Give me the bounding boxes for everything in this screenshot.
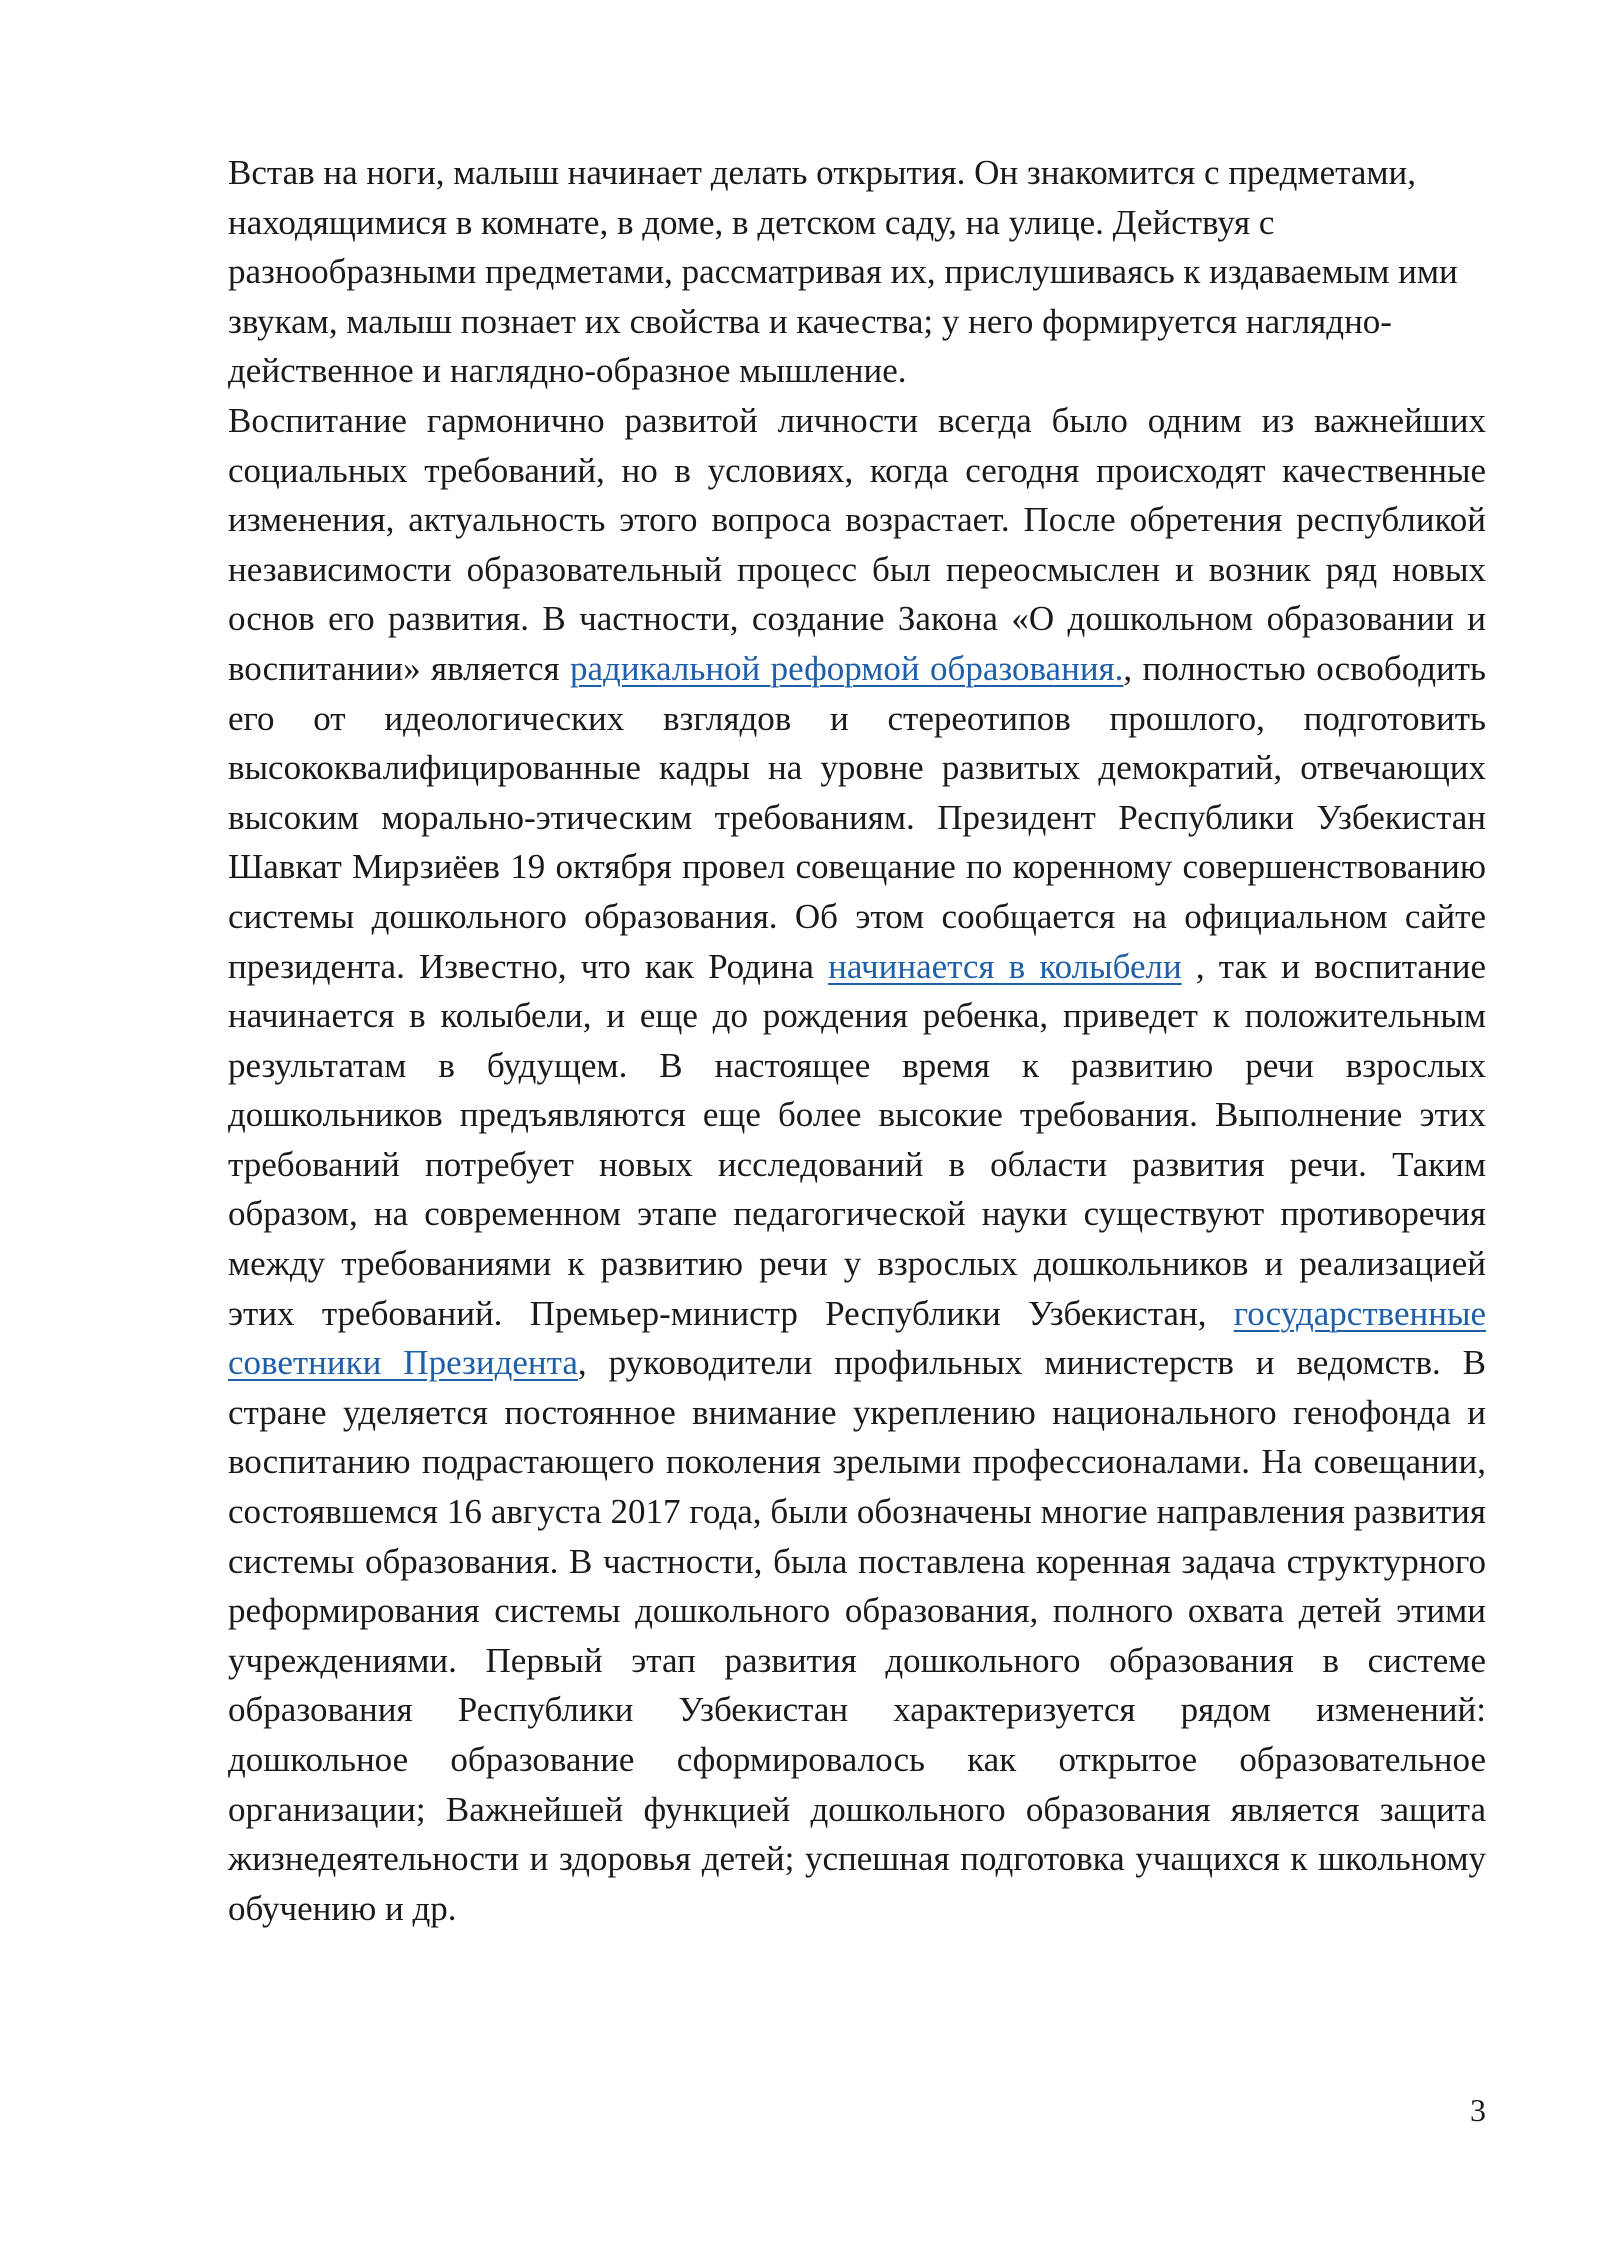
link-radical-reform[interactable]: радикальной реформой образования. xyxy=(570,648,1124,688)
link-begins-in-cradle[interactable]: начинается в колыбели xyxy=(828,946,1182,986)
paragraph-2-text-4: , руководители профильных министерств и ведомств. В стране уделяется постоянное внимание укреплению национального генофонда и воспитанию подрастающего поколения зрелыми профессионалами. На совещании, состоявшемся 16 августа 2017 года, были обозначены многие направления развития системы образования. В частности, была поставлена коренная задача структурного реформирования системы дошкольного образования, полного охвата детей этими учреждениями. Первый этап развития дошкольного образования в системе образования Республики Узбекистан характеризуется рядом изменений: дошкольное образование сформировалось как открытое образовательное организации; Важнейшей функцией дошкольного образования является защита жизнедеятельности и здоровья детей; успешная подготовка учащихся к школьному обучению и др. xyxy=(228,1343,1486,1928)
page-number: 3 xyxy=(1470,2092,1486,2128)
paragraph-2-text-1: Воспитание гармонично развитой личности всегда было одним из важнейших социальных требований, но в условиях, когда сегодня происходят качественные изменения, актуальность этого вопроса возрастает. После обретения республикой независимости образовательный процесс был переосмыслен и возник ряд новых основ его развития. В частности, создание Закона «О дошкольном образовании и воспитании» является xyxy=(228,400,1486,688)
link-state-advisors[interactable]: государственные советники Президента xyxy=(228,1293,1486,1383)
paragraph-1: Встав на ноги, малыш начинает делать открытия. Он знакомится с предметами, находящимися в комнате, в доме, в детском саду, на улице. Действуя с разнообразными предметами, рассматривая их, прислушиваясь к издаваемым ими звукам, малыш познает их свойства и качества; у него формируется наглядно-действенное и наглядно-образное мышление. xyxy=(228,153,1458,391)
document-body xyxy=(228,148,1486,1933)
paragraph-2-text-2: , полностью освободить его от идеологических взглядов и стереотипов прошлого, подготовить высококвалифицированные кадры на уровне развитых демократий, отвечающих высоким морально-этическим требованиям. Президент Республики Узбекистан Шавкат Мирзиёев 19 октября провел совещание по коренному совершенствованию системы дошкольного образования. Об этом сообщается на официальном сайте президента. Известно, что как Родина xyxy=(228,648,1486,986)
paragraph-2-text-3: , так и воспитание начинается в колыбели, и еще до рождения ребенка, приведет к положительным результатам в будущем. В настоящее время к развитию речи взрослых дошкольников предъявляются еще более высокие требования. Выполнение этих требований потребует новых исследований в области развития речи. Таким образом, на современном этапе педагогической науки существуют противоречия между требованиями к развитию речи у взрослых дошкольников и реализацией этих требований. Премьер-министр Республики Узбекистан, xyxy=(228,946,1487,1333)
paragraph-2 xyxy=(228,396,1486,1933)
